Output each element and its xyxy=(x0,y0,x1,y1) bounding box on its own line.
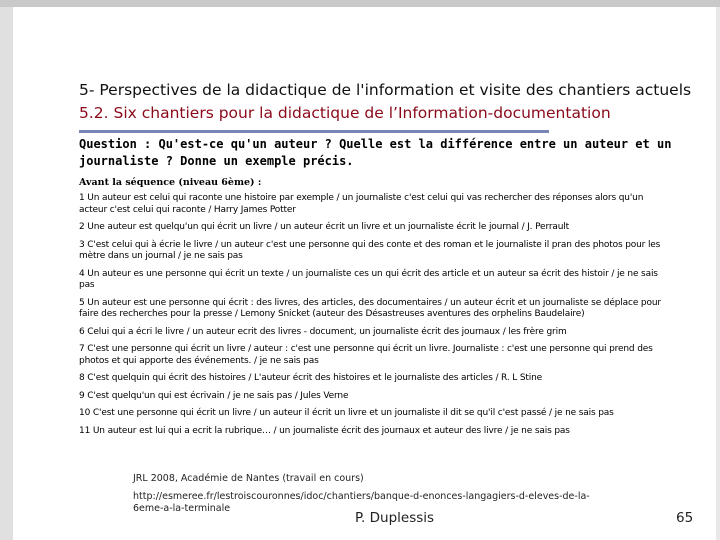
answer-item: 10 C'est une personne qui écrit un livre / un auteur il écrit un livre et un journaliste il dit se qu'il c'est passé / je ne sais pas xyxy=(79,408,614,418)
slide-subtitle: 5.2. Six chantiers pour la didactique de l’Information-documentation xyxy=(79,104,611,122)
reference-url[interactable]: http://esmeree.fr/lestroiscouronnes/idoc/chantiers/banque-d-enonces-langagiers-d-eleves-de-la-6eme-a-la-terminale xyxy=(133,491,590,514)
reference-source: JRL 2008, Académie de Nantes (travail en cours) xyxy=(133,473,364,484)
answer-item: 9 C'est quelqu'un qui est écrivain / je ne sais pas / Jules Verne xyxy=(79,390,349,401)
sequence-label: Avant la séquence (niveau 6ème) : xyxy=(79,177,262,188)
answer-item: 6 Celui qui a écri le livre / un auteur ecrit des livres - document, un journaliste écrit des journaux / les frère grim xyxy=(79,326,567,337)
answer-item: 5 Un auteur est une personne qui écrit : des livres, des articles, des documentaires / un auteur écrit et un journaliste se déplace pour faire des recherches pour la presse / Lemony Snicket (auteur des Désastreuses aventures des orphelins Baudelaire) xyxy=(79,297,661,319)
answer-item: 2 Une auteur est quelqu'un qui écrit un livre / un auteur écrit un livre et un journaliste écrit le journal / J. Perrault xyxy=(79,222,570,232)
question-text: Question : Qu'est-ce qu'un auteur ? Quelle est la différence entre un auteur et un journaliste ? Donne un exemple précis. xyxy=(79,137,672,168)
footer-author: P. Duplessis xyxy=(355,510,435,526)
answer-item: 11 Un auteur est lui qui a ecrit la rubrique… / un journaliste écrit des journaux et auteur des livre / je ne sais pas xyxy=(79,425,570,436)
answer-item: 1 Un auteur est celui qui raconte une histoire par exemple / un journaliste c'est celui qui vas rechercher des réponses alors qu'un acteur c'est celui qui raconte / Harry James Potter xyxy=(79,193,644,215)
slide-title: 5- Perspectives de la didactique de l'information et visite des chantiers actuels xyxy=(79,81,692,99)
left-border xyxy=(0,7,13,540)
top-border xyxy=(0,0,720,7)
answer-item: 8 C'est quelquin qui écrit des histoires / L'auteur écrit des histoires et le journaliste des articles / R. L Stine xyxy=(79,373,543,383)
answer-item: 4 Un auteur es une personne qui écrit un texte / un journaliste ces un qui écrit des article et un auteur sa écrit des histoir / je ne sais pas xyxy=(79,268,658,290)
answers-list xyxy=(79,193,669,443)
answer-item: 7 C'est une personne qui écrit un livre / auteur : c'est une personne qui écrit un livre. Journaliste : c'est une personne qui prend des photos et qui apporte des événements. / je ne sais pas xyxy=(79,344,653,366)
answer-item: 3 C'est celui qui à écrie le livre / un auteur c'est une personne qui des conte et des roman et le journaliste il pran des photos pour les mètre dans un journal / je ne sais pas xyxy=(79,239,661,261)
page-number: 65 xyxy=(676,510,694,526)
title-underline xyxy=(79,130,549,133)
right-border xyxy=(716,7,720,540)
